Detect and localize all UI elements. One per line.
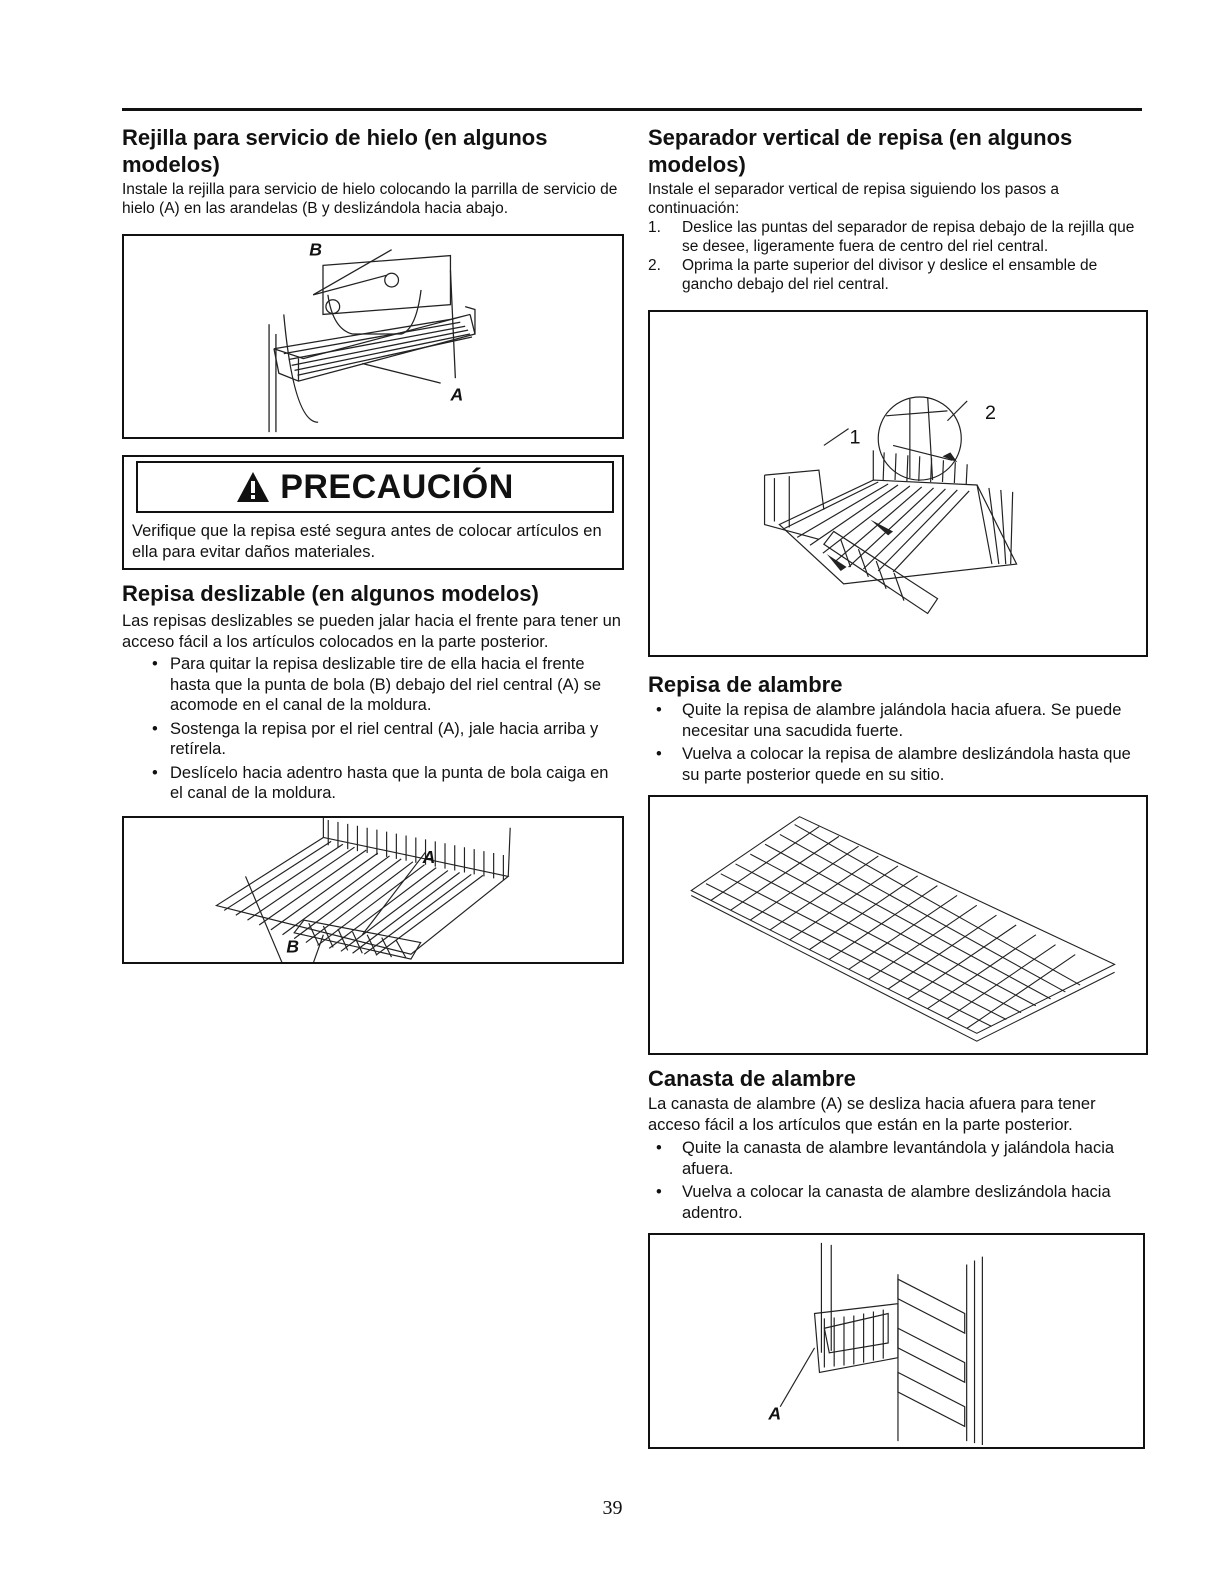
wire-basket-intro: La canasta de alambre (A) se desliza hacia afuera para tener acceso fácil a los artículos que están en la parte posterior. — [648, 1095, 1096, 1134]
list-item: • Quite la canasta de alambre levantándola y jalándola hacia afuera. — [656, 1139, 1115, 1178]
ice-rack-text: Instale la rejilla para servicio de hielo colocando la parrilla de servicio de hielo (A) en las arandelas (B y deslizándola hacia abajo. — [122, 181, 618, 217]
sliding-shelf-figure — [122, 816, 624, 964]
list-item: • Vuelva a colocar la canasta de alambre deslizándola hacia adentro. — [656, 1183, 1111, 1222]
list-item: • Vuelva a colocar la repisa de alambre deslizándola hasta que su parte posterior quede en su sitio. — [656, 745, 1131, 784]
sliding-shelf-illustration — [124, 818, 622, 962]
ice-rack-label-b: B — [309, 239, 323, 260]
ice-rack-label-a: A — [450, 384, 464, 405]
wire-basket-figure — [648, 1233, 1145, 1449]
list-item: 2. Oprima la parte superior del divisor y deslice el ensamble de gancho debajo del riel central. — [648, 257, 1098, 293]
wire-shelf-illustration — [650, 797, 1146, 1053]
ice-rack-figure — [122, 234, 624, 439]
ice-rack-title: Rejilla para servicio de hielo (en algunos modelos) — [122, 125, 548, 177]
divider-title: Separador vertical de repisa (en algunos modelos) — [648, 125, 1073, 177]
list-item: • Deslícelo hacia adentro hasta que la punta de bola caiga en el canal de la moldura. — [152, 763, 609, 802]
ice-rack-illustration — [124, 236, 622, 437]
sliding-shelf-intro: Las repisas deslizables se pueden jalar hacia el frente para tener un acceso fácil a los artículos colocados en la parte posterior. — [122, 612, 621, 651]
list-item: • Sostenga la repisa por el riel central (A), jale hacia arriba y retírela. — [152, 719, 599, 758]
wire-basket-title: Canasta de alambre — [648, 1066, 856, 1091]
warning-triangle-icon — [236, 470, 270, 504]
wire-basket-label-a: A — [768, 1403, 782, 1424]
sliding-shelf-label-b: B — [286, 935, 300, 956]
header-rule — [122, 108, 1142, 111]
wire-basket-list — [648, 1138, 1148, 1223]
right-column — [648, 124, 1148, 1449]
caution-text: Verifique que la repisa esté segura antes de colocar artículos en ella para evitar daños materiales. — [132, 522, 602, 561]
sliding-shelf-title: Repisa deslizable (en algunos modelos) — [122, 581, 539, 606]
divider-steps — [648, 218, 1148, 294]
list-item: 1. Deslice las puntas del separador de repisa debajo de la rejilla que se desee, ligeramente fuera de centro del riel central. — [648, 219, 1135, 255]
list-item: • Para quitar la repisa deslizable tire de ella hacia el frente hasta que la punta de bola (B) debajo del riel central (A) se acomode en el canal de la moldura. — [152, 655, 602, 714]
divider-intro: Instale el separador vertical de repisa siguiendo los pasos a continuación: — [648, 181, 1059, 217]
wire-shelf-figure — [648, 795, 1148, 1055]
caution-title: PRECAUCIÓN — [280, 467, 514, 506]
sliding-shelf-list — [122, 654, 624, 804]
list-item: • Quite la repisa de alambre jalándola hacia afuera. Se puede necesitar una sacudida fuerte. — [656, 701, 1122, 740]
divider-illustration — [650, 312, 1146, 655]
left-column — [122, 124, 624, 964]
caution-box — [122, 455, 624, 570]
wire-basket-illustration — [650, 1235, 1143, 1447]
page-number: 39 — [602, 1497, 623, 1519]
divider-figure — [648, 310, 1148, 657]
wire-shelf-list — [648, 700, 1148, 785]
divider-label-1: 1 — [849, 426, 861, 449]
divider-label-2: 2 — [984, 401, 996, 424]
caution-header — [136, 461, 614, 513]
wire-shelf-title: Repisa de alambre — [648, 672, 843, 697]
sliding-shelf-label-a: A — [422, 846, 436, 867]
